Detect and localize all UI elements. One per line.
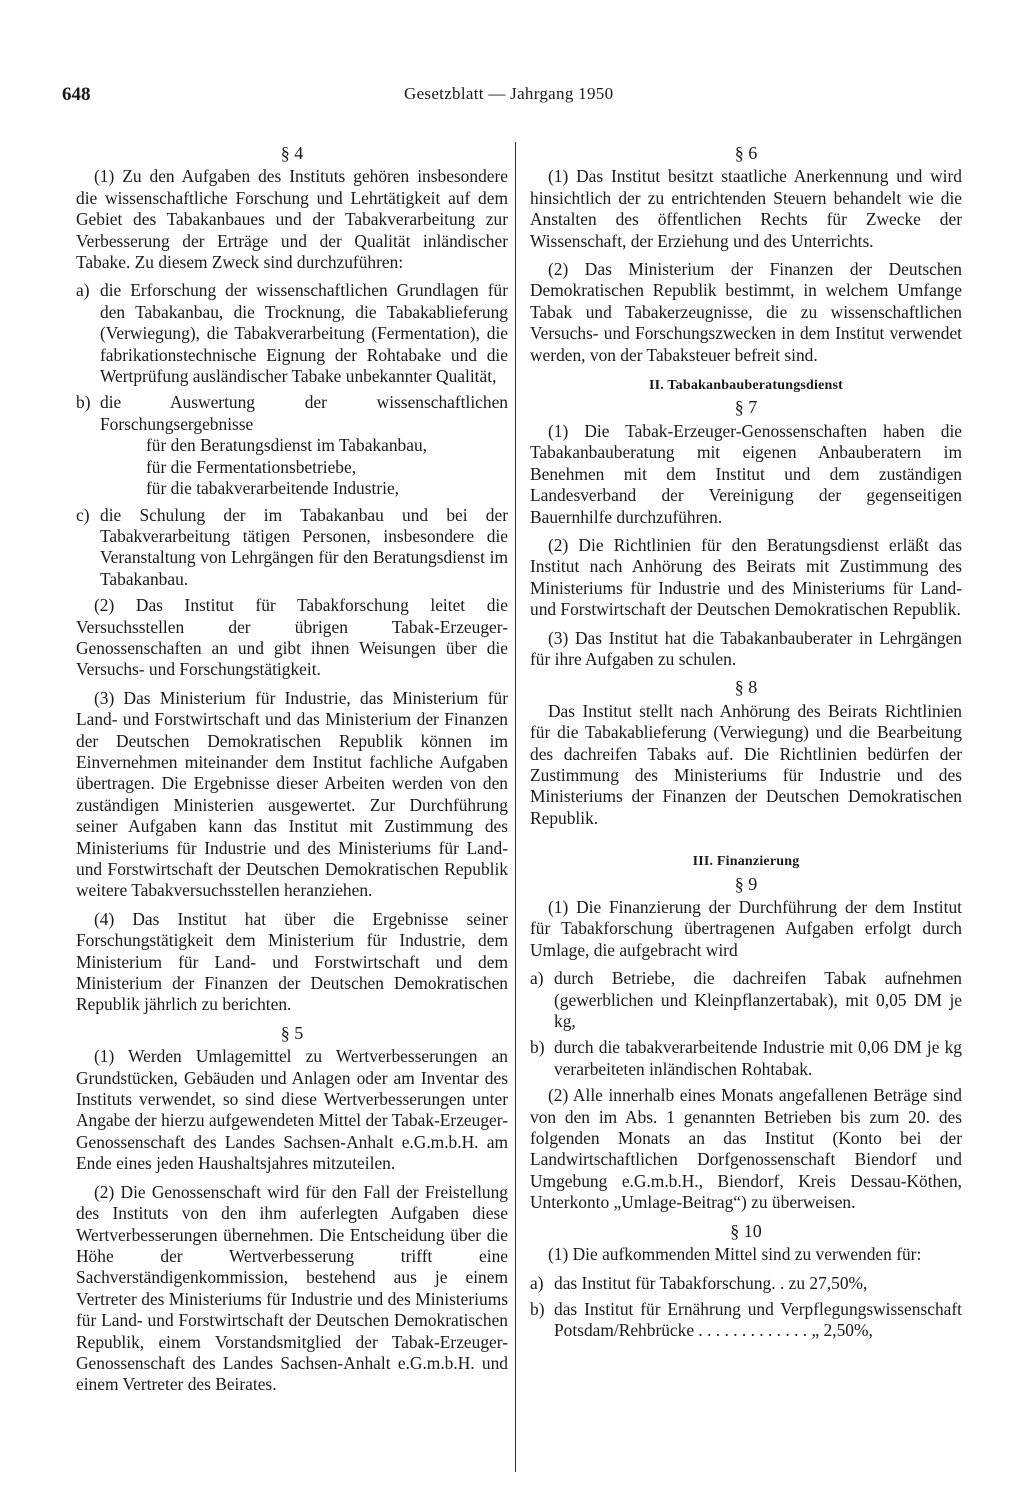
list-marker: b) [530, 1037, 545, 1058]
list-text: die Schulung der im Tabakanbau und bei der Tabakverarbeitung tätigen Personen, insbesondere die Veranstaltung von Lehrgängen für den Beratungsdienst im Tabakanbau. [100, 504, 508, 589]
list-text: die Erforschung der wissenschaftlichen Grundlagen für den Tabakanbau, die Trocknung, die Tabakablieferung (Verwiegung), die Tabakverarbeitung (Fermentation), die fabrikationstechnische Eignung der Rohtabake und die Wertprüfung ausländischer Tabake unbekannter Qualität, [100, 280, 508, 387]
section-heading: § 10 [730, 1220, 762, 1241]
paragraph: (3) Das Institut hat die Tabakanbauberater in Lehrgängen für ihre Aufgaben zu schulen. [530, 627, 962, 669]
sub-item: für die Fermentationsbetriebe, [146, 456, 357, 477]
paragraph: (1) Die Finanzierung der Durchführung der dem Institut für Tabakforschung übertragenen Aufgaben erfolgt durch Umlage, die aufgebracht wird [530, 897, 962, 960]
right-column [530, 142, 962, 1347]
section-heading: § 5 [280, 1022, 304, 1043]
list-text: das Institut für Tabakforschung. . zu 27,50%, [554, 1272, 868, 1293]
section-heading: § 4 [280, 143, 304, 163]
list-marker: a) [530, 968, 544, 989]
page-number: 648 [62, 84, 91, 105]
paragraph: (2) Das Ministerium der Finanzen der Deutschen Demokratischen Republik bestimmt, in welchem Umfange Tabak und Tabakerzeugnisse, die zu wissenschaftlichen Versuchs- und Forschungszwecken in dem Institut verwendet werden, von der Tabaksteuer befreit sind. [530, 259, 962, 365]
part-heading: III. Finanzierung [692, 854, 800, 870]
section-heading: § 6 [734, 143, 758, 163]
sub-item: für den Beratungsdienst im Tabakanbau, [146, 435, 427, 456]
paragraph: (1) Zu den Aufgaben des Instituts gehören insbesondere die wissenschaftliche Forschung und Lehrtätigkeit auf dem Gebiet des Tabakanbaues und der Tabakverarbeitung zur Verbesserung der Erträge und der Qualität inländischer Tabake. Zu diesem Zweck sind durchzuführen: [76, 166, 508, 273]
list-item [76, 505, 508, 591]
list-marker: b) [530, 1298, 545, 1319]
paragraph: (1) Werden Umlagemittel zu Wertverbesserungen an Grundstücken, Gebäuden und Anlagen oder am Inventar des Instituts verwendet, so sind diese Wertverbesserungen unter Angabe der hierzu aufgewendeten Mittel der Tabak-Erzeuger-Genossenschaft des Landes Sachsen-Anhalt e.G.m.b.H. am Ende eines jeden Haushaltsjahres mitzuteilen. [76, 1046, 508, 1174]
part-heading: II. Tabakanbauberatungsdienst [648, 378, 844, 394]
section-heading: § 7 [734, 397, 758, 418]
paragraph: (2) Die Genossenschaft wird für den Fall der Freistellung des Instituts von den ihm auferlegten Aufgaben diese Wertverbesserungen übernehmen. Die Entscheidung über die Höhe der Wertverbesserung trifft eine Sachverständigenkommission, bestehend aus je einem Vertreter des Ministeriums für Industrie und des Ministeriums für Land- und Forstwirtschaft der Deutschen Demokratischen Republik, einem Vorstandsmitglied der Tabak-Erzeuger-Genossenschaft des Landes Sachsen-Anhalt e.G.m.b.H. und einem Vertreter des Beirates. [76, 1181, 508, 1395]
list-text: die Auswertung der wissenschaftlichen Forschungsergebnisse [100, 392, 508, 434]
column-divider [515, 142, 516, 1472]
list-text: durch die tabakverarbeitende Industrie mit 0,06 DM je kg verarbeiteten inländischen Rohtabak. [554, 1037, 962, 1079]
paragraph: (1) Die Tabak-Erzeuger-Genossenschaften haben die Tabakanbauberatung mit eigenen Anbauberatern im Benehmen mit dem Institut und dem zuständigen Landesverband der Vereinigung der gegenseitigen Bauernhilfe durchzuführen. [530, 420, 962, 527]
paragraph: (1) Die aufkommenden Mittel sind zu verwenden für: [548, 1244, 922, 1265]
list-marker: a) [530, 1272, 544, 1293]
section-heading: § 8 [734, 677, 758, 698]
section-heading: § 9 [734, 873, 758, 894]
running-header [0, 84, 1024, 108]
list-item [530, 1273, 962, 1294]
left-column [76, 142, 508, 1403]
list-marker: a) [76, 280, 90, 301]
paragraph: (2) Die Richtlinien für den Beratungsdienst erläßt das Institut nach Anhörung des Beirats mit Zustimmung des Ministeriums für Industrie und des Ministeriums für Land- und Forstwirtschaft der Deutschen Demokratischen Republik. [530, 534, 962, 620]
paragraph: (4) Das Institut hat über die Ergebnisse seiner Forschungstätigkeit dem Ministerium für Industrie, dem Ministerium für Land- und Forstwirtschaft und dem Ministerium der Finanzen der Deutschen Demokratischen Republik jährlich zu berichten. [76, 908, 508, 1015]
list-marker: c) [76, 504, 90, 525]
paragraph: (3) Das Ministerium für Industrie, das Ministerium für Land- und Forstwirtschaft und das Ministerium der Finanzen der Deutschen Demokratischen Republik können im Einvernehmen miteinander dem Institut fachliche Aufgaben übertragen. Die Ergebnisse dieser Arbeiten werden von den zuständigen Ministerien ausgewertet. Zur Durchführung seiner Aufgaben kann das Institut mit Zustimmung des Ministeriums für Industrie und des Ministeriums für Land- und Forstwirtschaft der Deutschen Demokratischen Republik weitere Tabakversuchsstellen heranziehen. [76, 687, 508, 901]
journal-title: Gesetzblatt — Jahrgang 1950 [404, 84, 614, 103]
list-item [76, 280, 508, 387]
paragraph: (2) Alle innerhalb eines Monats angefallenen Beträge sind von den im Abs. 1 genannten Betrieben bis zum 20. des folgenden Monats an das Institut (Konto bei der Landwirtschaftlichen Dorfgenossenschaft Biendorf und Umgebung e.G.m.b.H., Biendorf, Kreis Dessau-Köthen, Unterkonto „Umlage-Beitrag“) zu überweisen. [530, 1085, 962, 1213]
list-text: das Institut für Ernährung und Verpflegungswissenschaft Potsdam/Rehbrücke . . . . . . . . . . . . . „ 2,50%, [554, 1298, 962, 1341]
list-item [76, 392, 508, 435]
list-item [530, 1037, 962, 1080]
list-marker: b) [76, 392, 91, 413]
paragraph: Das Institut stellt nach Anhörung des Beirats Richtlinien für die Tabakablieferung (Verwiegung) und die Bearbeitung des dachreifen Tabaks auf. Die Richtlinien bedürfen der Zustimmung des Ministeriums für Industrie und des Ministeriums der Finanzen der Deutschen Demokratischen Republik. [530, 700, 962, 828]
list-text: durch Betriebe, die dachreifen Tabak aufnehmen (gewerblichen und Kleinpflanzertabak), mit 0,05 DM je kg, [554, 968, 962, 1032]
paragraph: (1) Das Institut besitzt staatliche Anerkennung und wird hinsichtlich der zu entrichtenden Steuern behandelt wie die Anstalten des öffentlichen Rechts für Zwecke der Wissenschaft, der Erziehung und des Unterrichts. [530, 166, 962, 251]
paragraph: (2) Das Institut für Tabakforschung leitet die Versuchsstellen der übrigen Tabak-Erzeuger-Genossenschaften an und gibt ihnen Weisungen über die Versuchs- und Forschungstätigkeit. [76, 595, 508, 680]
list-item [530, 968, 962, 1032]
sub-item: für die tabakverarbeitende Industrie, [146, 478, 400, 499]
list-item [530, 1299, 962, 1342]
